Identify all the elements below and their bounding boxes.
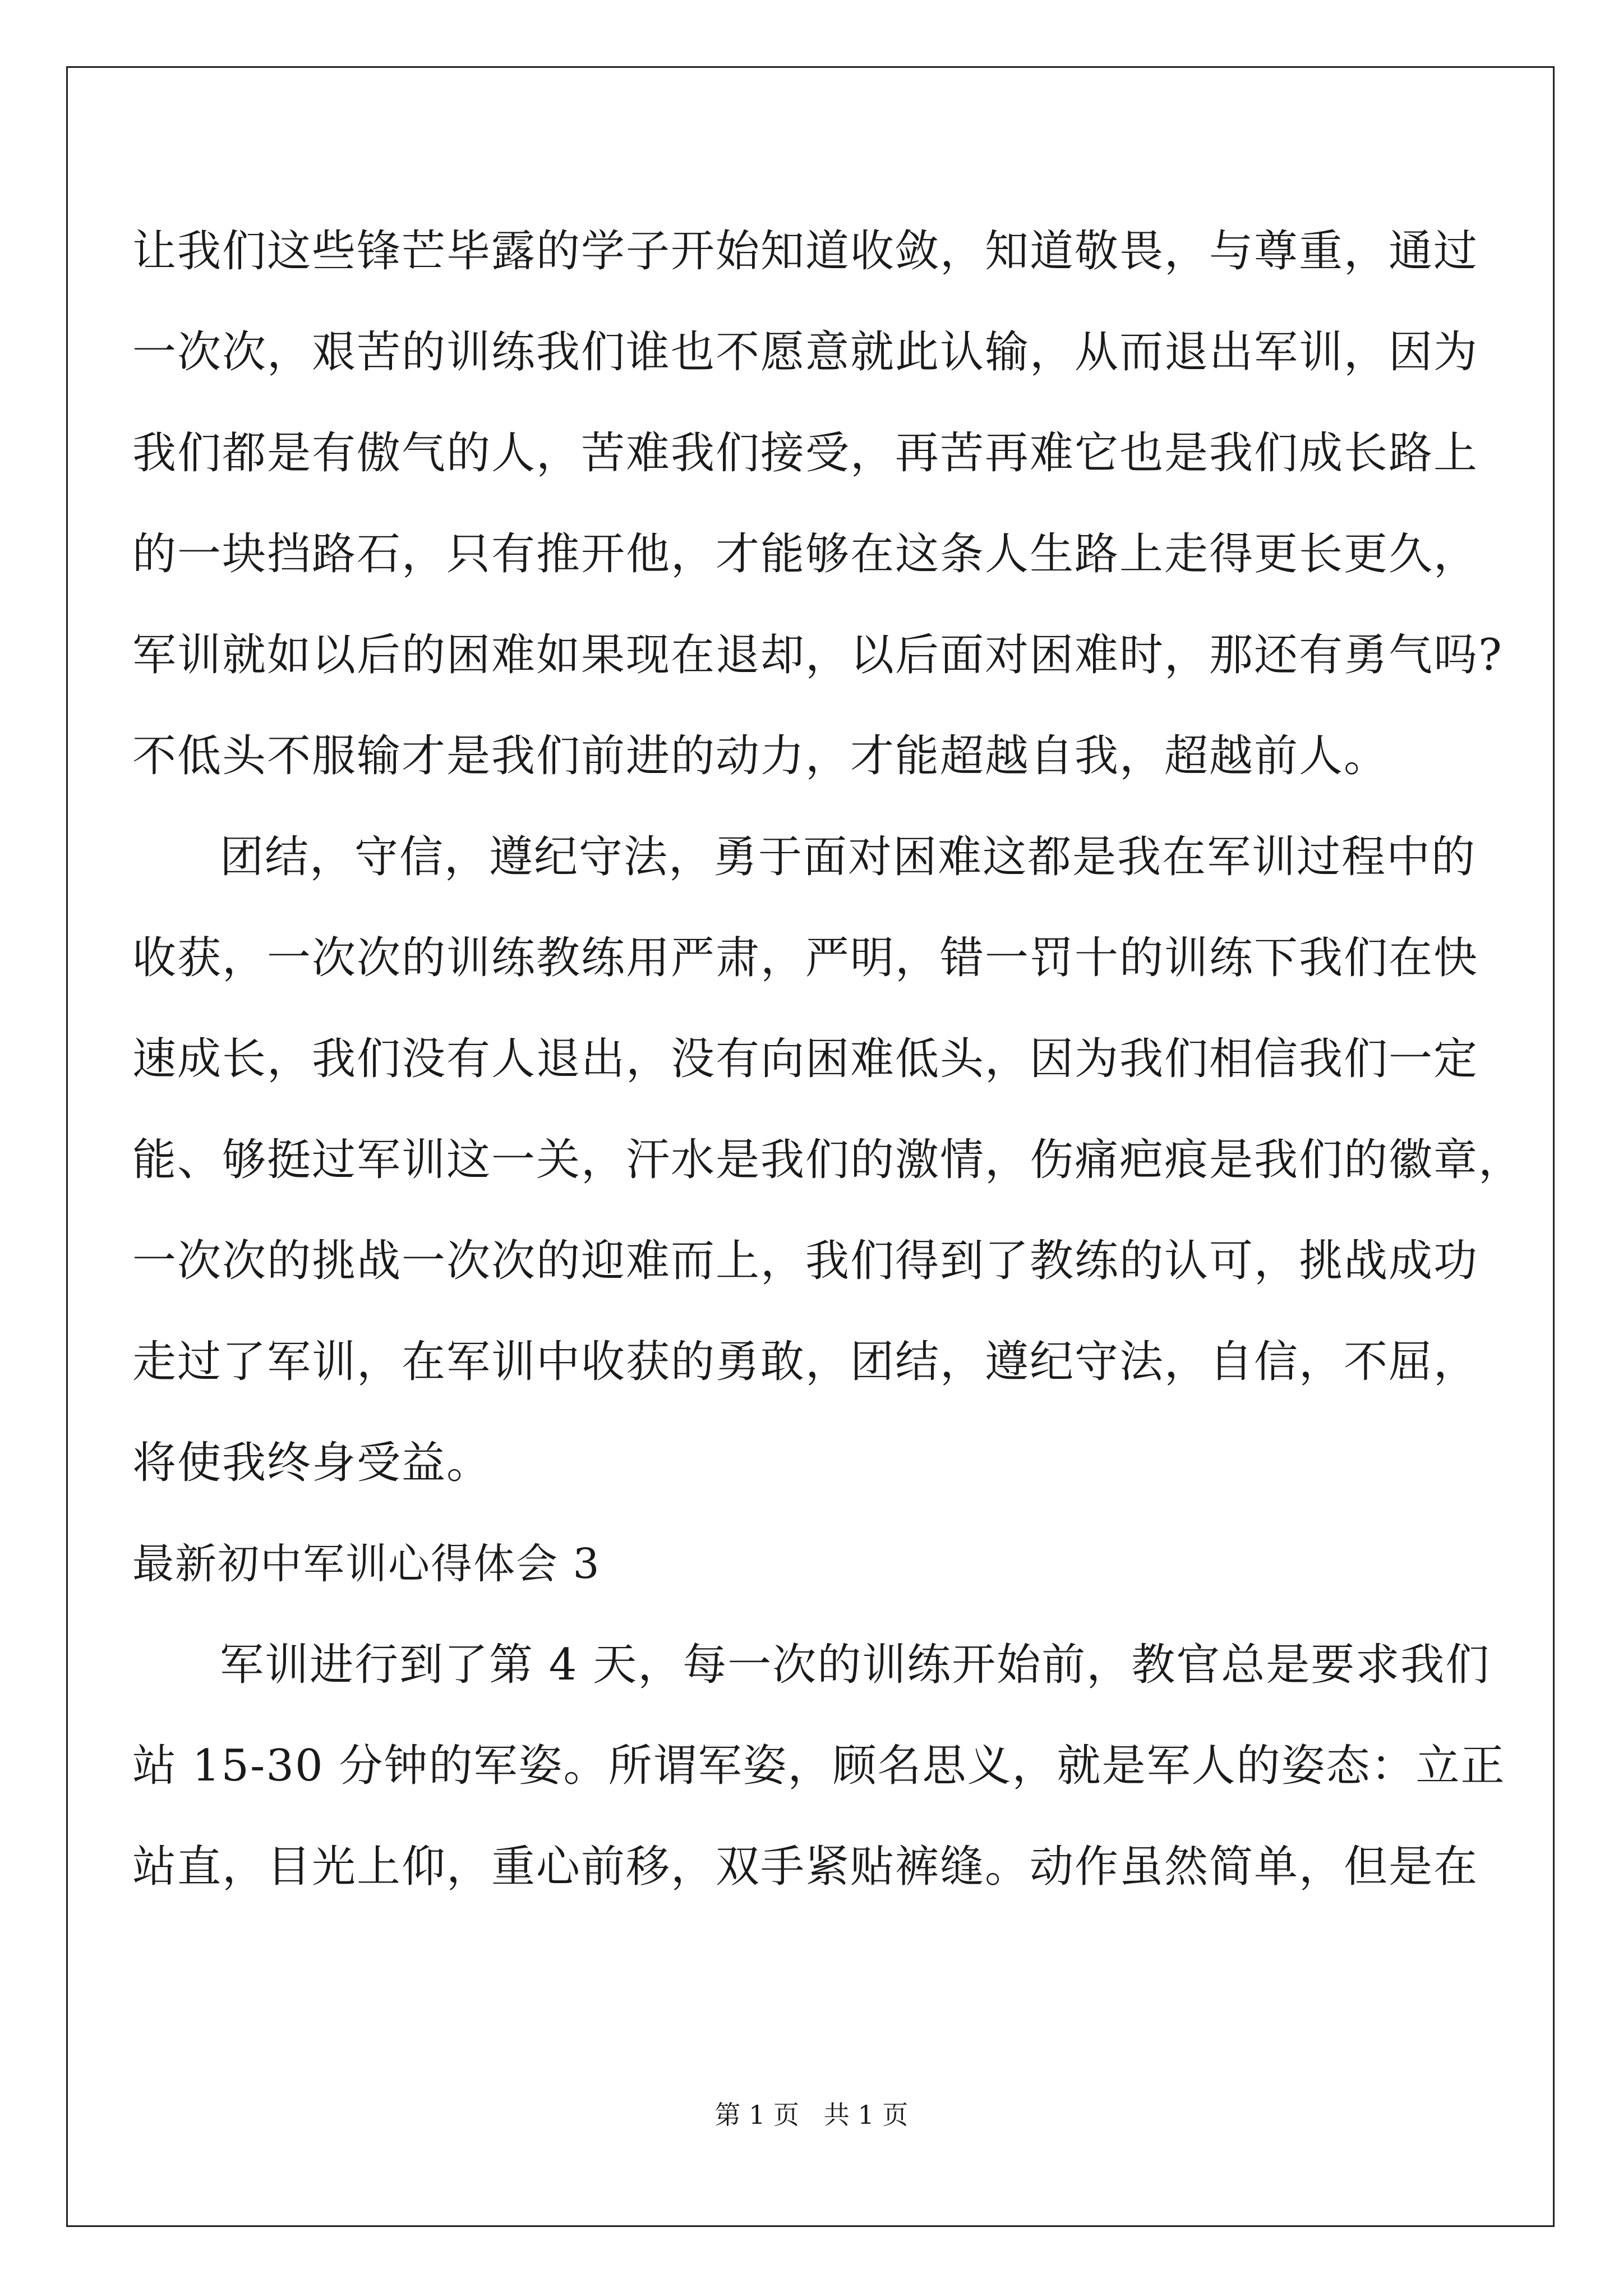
section-heading: 最新初中军训心得体会 3 [132, 1540, 601, 1588]
paragraph-1-line-2: 一次次，艰苦的训练我们谁也不愿意就此认输，从而退出军训，因为 [132, 327, 1479, 378]
paragraph-2-line-5: 一次次的挑战一次次的迎难而上，我们得到了教练的认可，挑战成功 [132, 1236, 1479, 1286]
paragraph-3-line-2: 站 15-30 分钟的军姿。所谓军姿，顾名思义，就是军人的姿态：立正 [132, 1741, 1506, 1791]
paragraph-1-line-6: 不低头不服输才是我们前进的动力，才能超越自我，超越前人。 [132, 731, 1389, 781]
paragraph-1-line-3: 我们都是有傲气的人，苦难我们接受，再苦再难它也是我们成长路上 [132, 428, 1479, 478]
paragraph-3-line-1: 军训进行到了第 4 天，每一次的训练开始前，教官总是要求我们 [220, 1640, 1491, 1690]
paragraph-2-line-1: 团结，守信，遵纪守法，勇于面对困难这都是我在军训过程中的 [220, 832, 1477, 882]
paragraph-2-line-2: 收获，一次次的训练教练用严肃，严明，错一罚十的训练下我们在快 [132, 933, 1479, 983]
paragraph-1-line-5: 军训就如以后的困难如果现在退却，以后面对困难时，那还有勇气吗? [132, 630, 1503, 680]
page-footer: 第 1 页 共 1 页 [714, 2100, 909, 2130]
paragraph-1-line-1: 让我们这些锋芒毕露的学子开始知道收敛，知道敬畏，与尊重，通过 [132, 226, 1479, 277]
paragraph-2-line-3: 速成长，我们没有人退出，没有向困难低头，因为我们相信我们一定 [132, 1034, 1479, 1084]
paragraph-2-line-4: 能、够挺过军训这一关，汗水是我们的激情，伤痛疤痕是我们的徽章， [132, 1135, 1524, 1185]
paragraph-1-line-4: 的一块挡路石，只有推开他，才能够在这条人生路上走得更长更久， [132, 529, 1479, 579]
paragraph-2-line-6: 走过了军训，在军训中收获的勇敢，团结，遵纪守法，自信，不屈， [132, 1337, 1479, 1387]
paragraph-3-line-3: 站直，目光上仰，重心前移，双手紧贴裤缝。动作虽然简单，但是在 [132, 1842, 1479, 1892]
paragraph-2-line-7: 将使我终身受益。 [132, 1438, 492, 1488]
